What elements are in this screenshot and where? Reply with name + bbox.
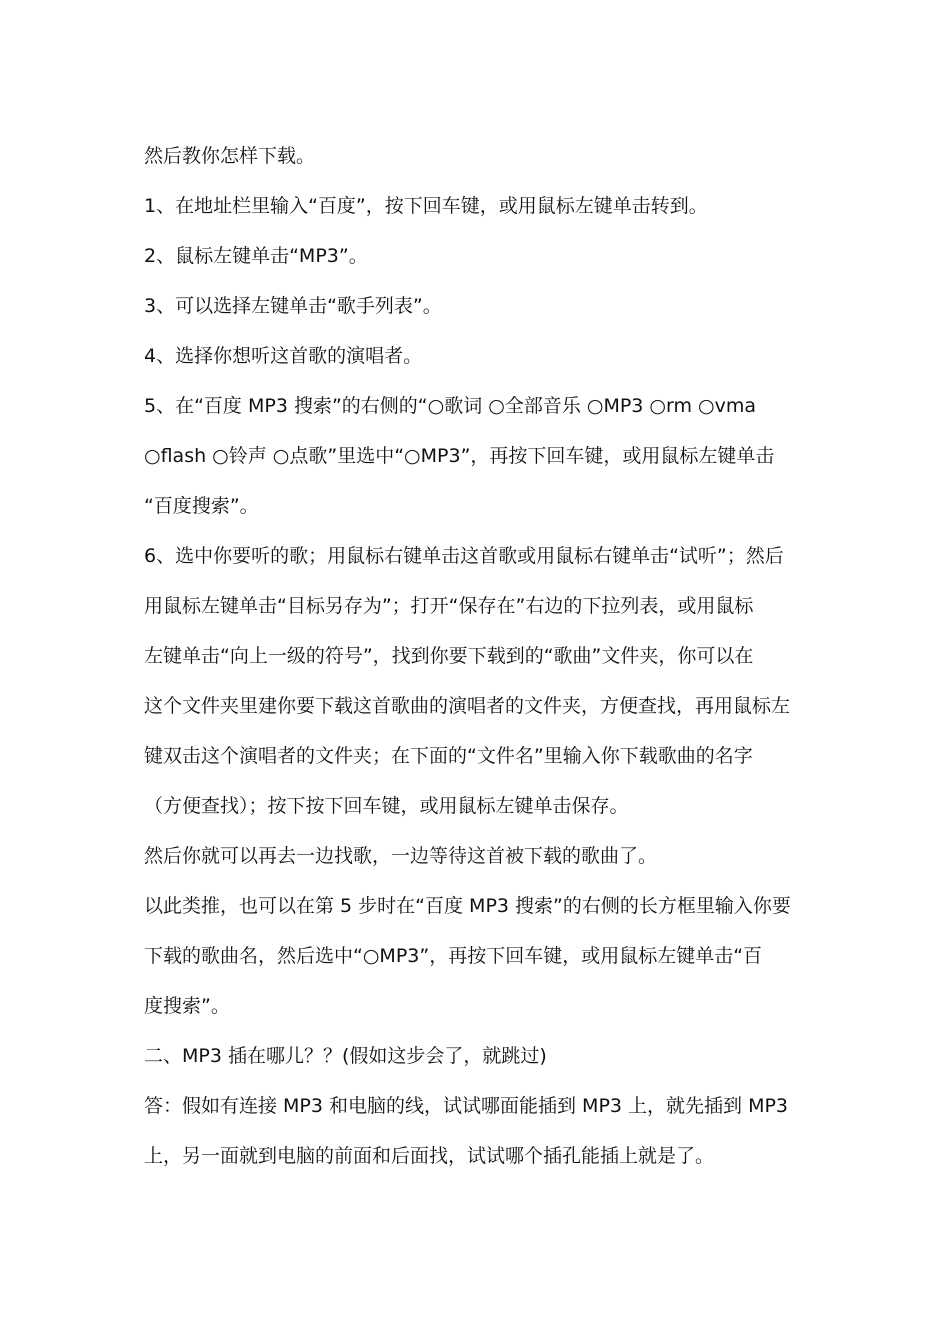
section-heading: 二、MP3 插在哪儿？？(假如这步会了，就跳过) bbox=[144, 1045, 547, 1067]
answer-line-cont: 上，另一面就到电脑的前面和后面找，试试哪个插孔能插上就是了。 bbox=[144, 1145, 715, 1167]
text-line: 然后你就可以再去一边找歌，一边等待这首被下载的歌曲了。 bbox=[144, 845, 658, 867]
document-body bbox=[144, 131, 810, 1181]
text-line: 度搜索”。 bbox=[144, 995, 230, 1017]
step-6-line-cont: 这个文件夹里建你要下载这首歌曲的演唱者的文件夹，方便查找，再用鼠标左 bbox=[144, 695, 791, 717]
step-5-line-cont: ○flash ○铃声 ○点歌”里选中“○MP3”，再按下回车键，或用鼠标左键单击 bbox=[144, 445, 775, 467]
step-6-line-cont: 左键单击“向上一级的符号”，找到你要下载到的“歌曲”文件夹，你可以在 bbox=[144, 645, 754, 667]
step-5-line: 5、在“百度 MP3 搜索”的右侧的“○歌词 ○全部音乐 ○MP3 ○rm ○vma bbox=[144, 395, 757, 417]
step-6-line-cont: 键双击这个演唱者的文件夹；在下面的“文件名”里输入你下载歌曲的名字 bbox=[144, 745, 753, 767]
step-6-line-end: （方便查找）；按下按下回车键，或用鼠标左键单击保存。 bbox=[144, 795, 629, 817]
text-line: 下载的歌曲名，然后选中“○MP3”，再按下回车键，或用鼠标左键单击“百 bbox=[144, 945, 763, 967]
text-line: 以此类推，也可以在第 5 步时在“百度 MP3 搜索”的右侧的长方框里输入你要 bbox=[144, 895, 791, 917]
step-4-line: 4、选择你想听这首歌的演唱者。 bbox=[144, 345, 423, 367]
answer-line: 答：假如有连接 MP3 和电脑的线，试试哪面能插到 MP3 上，就先插到 MP3 bbox=[144, 1095, 789, 1117]
step-1-line: 1、在地址栏里输入“百度”，按下回车键，或用鼠标左键单击转到。 bbox=[144, 195, 708, 217]
step-5-line-end: “百度搜索”。 bbox=[144, 495, 259, 517]
step-2-line: 2、鼠标左键单击“MP3”。 bbox=[144, 245, 368, 267]
step-6-line-cont: 用鼠标左键单击“目标另存为”；打开“保存在”右边的下拉列表，或用鼠标 bbox=[144, 595, 754, 617]
step-3-line: 3、可以选择左键单击“歌手列表”。 bbox=[144, 295, 442, 317]
text-line: 然后教你怎样下载。 bbox=[144, 145, 316, 167]
step-6-line: 6、选中你要听的歌；用鼠标右键单击这首歌或用鼠标右键单击“试听”；然后 bbox=[144, 545, 784, 567]
